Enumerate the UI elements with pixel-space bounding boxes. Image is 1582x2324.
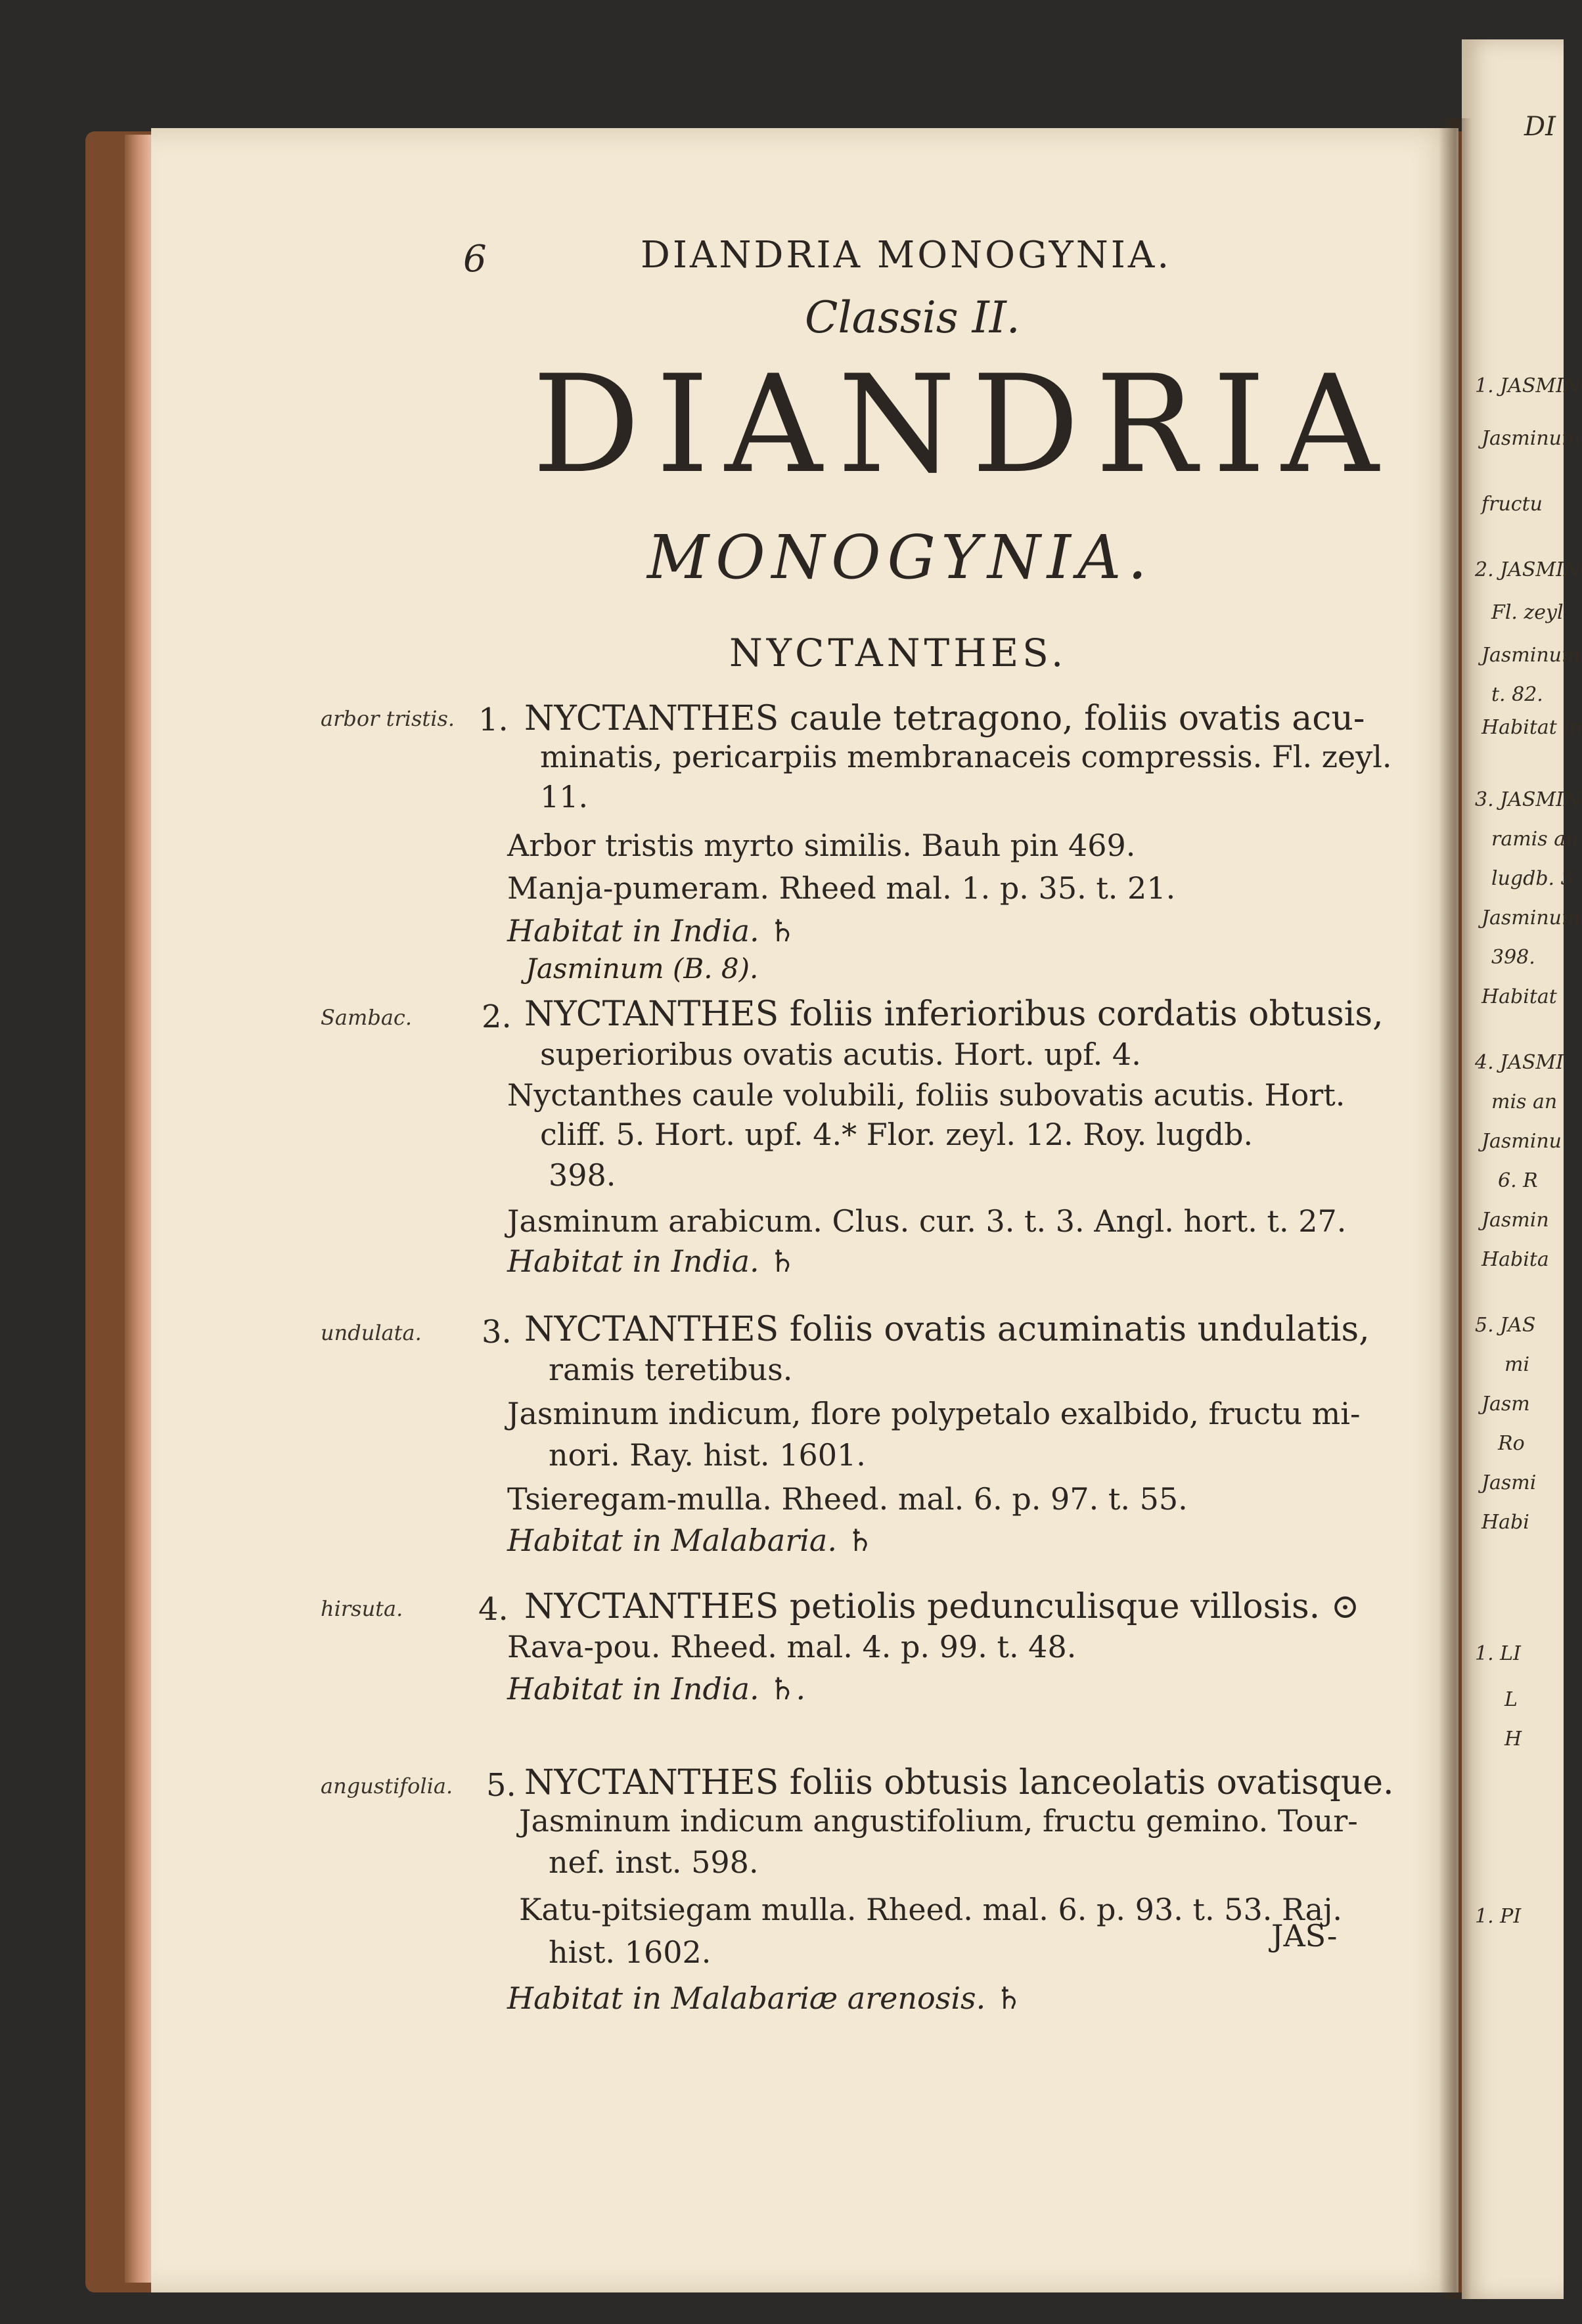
- species-line: NYCTANTHES caule tetragono, foliis ovatis acu-: [524, 699, 1365, 738]
- habitat-line: Habitat in India. ♄: [507, 1243, 796, 1279]
- species-line: Jasminum indicum angustifolium, fructu gemino. Tour-: [519, 1803, 1358, 1839]
- habitat-line: Habitat in Malabariæ arenosis. ♄: [507, 1980, 1023, 2016]
- species-line: cliff. 5. Hort. upf. 4.* Flor. zeyl. 12. Roy. lugdb.: [540, 1117, 1254, 1152]
- species-number: 1.: [478, 702, 508, 738]
- margin-note: Sambac.: [321, 1005, 412, 1030]
- facing-text: Jasminum: [1481, 427, 1581, 450]
- species-line: Rava-pou. Rheed. mal. 4. p. 99. t. 48.: [507, 1629, 1077, 1665]
- facing-text: mis an: [1491, 1090, 1558, 1113]
- genus-title: NYCTANTHES.: [729, 631, 1068, 675]
- habitat-line: Habitat in Malabaria. ♄: [507, 1523, 874, 1558]
- species-line: superioribus ovatis acutis. Hort. upf. 4.: [540, 1037, 1141, 1072]
- facing-text: 1. PI: [1475, 1905, 1522, 1928]
- classis-heading: Classis II.: [805, 292, 1020, 343]
- facing-text: lugdb. 3: [1491, 867, 1573, 890]
- species-line: NYCTANTHES foliis inferioribus cordatis obtusis,: [524, 994, 1384, 1034]
- margin-note: undulata.: [321, 1320, 422, 1345]
- species-line: Tsieregam-mulla. Rheed. mal. 6. p. 97. t. 55.: [507, 1481, 1188, 1517]
- handwritten-annotation: Jasminum (B. 8).: [526, 952, 759, 985]
- species-number: 5.: [486, 1767, 516, 1804]
- species-line: 11.: [540, 779, 589, 815]
- facing-text: 1. JASMIN: [1475, 374, 1581, 397]
- facing-text: Jasm: [1481, 1393, 1530, 1416]
- facing-text: t. 82.: [1491, 683, 1543, 706]
- facing-text: L: [1504, 1688, 1518, 1711]
- margin-note: angustifolia.: [321, 1774, 453, 1799]
- species-number: 2.: [482, 998, 512, 1035]
- margin-note: arbor tristis.: [321, 706, 455, 731]
- species-line: ramis teretibus.: [549, 1352, 793, 1387]
- facing-text: Jasminu: [1481, 1130, 1562, 1153]
- facing-text: Jasmin: [1481, 1209, 1549, 1232]
- habitat-line: Habitat in India. ♄.: [507, 1671, 806, 1707]
- habitat-line: Habitat in India. ♄: [507, 913, 796, 949]
- species-line: NYCTANTHES foliis ovatis acuminatis undulatis,: [524, 1310, 1370, 1349]
- facing-text: Jasmi: [1481, 1471, 1537, 1494]
- facing-text: H: [1504, 1728, 1522, 1751]
- facing-text: Habi: [1481, 1511, 1529, 1534]
- facing-text: 398.: [1491, 946, 1535, 969]
- catchword: JAS-: [1271, 1918, 1338, 1954]
- facing-text: 4. JASMI: [1475, 1051, 1564, 1074]
- species-line: Manja-pumeram. Rheed mal. 1. p. 35. t. 21.: [507, 870, 1176, 906]
- facing-text: Habitat: [1481, 985, 1557, 1008]
- species-line: nori. Ray. hist. 1601.: [549, 1437, 866, 1473]
- species-line: Jasminum arabicum. Clus. cur. 3. t. 3. Angl. hort. t. 27.: [507, 1203, 1347, 1239]
- facing-text: 6. R: [1498, 1169, 1538, 1192]
- running-head: DIANDRIA MONOGYNIA.: [641, 234, 1172, 277]
- species-line: minatis, pericarpiis membranaceis compressis. Fl. zeyl.: [540, 739, 1392, 774]
- species-line: Katu-pitsiegam mulla. Rheed. mal. 6. p. 93. t. 53. Raj.: [519, 1892, 1342, 1927]
- facing-text: Jasminum: [1481, 906, 1581, 929]
- facing-text: Habitat in: [1481, 716, 1582, 739]
- species-number: 4.: [478, 1591, 508, 1628]
- gutter-shadow: [1439, 118, 1472, 2299]
- facing-text: Habita: [1481, 1248, 1549, 1271]
- class-title: DIANDRIA: [532, 347, 1395, 503]
- species-line: Nyctanthes caule volubili, foliis subovatis acutis. Hort.: [507, 1077, 1345, 1113]
- right-page: [1462, 39, 1582, 2299]
- facing-text: fructu: [1481, 493, 1543, 516]
- species-line: Arbor tristis myrto similis. Bauh pin 469.: [507, 828, 1136, 863]
- facing-text: Jasminum: [1481, 644, 1581, 667]
- order-title: MONOGYNIA.: [647, 522, 1154, 592]
- facing-text: Ro: [1498, 1432, 1525, 1455]
- species-line: NYCTANTHES petiolis pedunculisque villosis. ⊙: [524, 1587, 1360, 1626]
- facing-text: ramis an: [1491, 828, 1579, 851]
- species-number: 3.: [482, 1314, 512, 1351]
- margin-note: hirsuta.: [321, 1596, 403, 1621]
- facing-text: 5. JAS: [1475, 1314, 1536, 1337]
- facing-text: 2. JASMIN: [1475, 558, 1581, 581]
- facing-text: 3. JASMIN: [1475, 788, 1581, 811]
- species-line: nef. inst. 598.: [549, 1844, 759, 1880]
- facing-text: DI: [1524, 112, 1556, 142]
- species-line: hist. 1602.: [549, 1934, 712, 1970]
- page-number: 6: [463, 238, 487, 280]
- species-line: 398.: [549, 1157, 616, 1193]
- facing-text: 1. LI: [1475, 1642, 1521, 1665]
- facing-text: Fl. zeyl.: [1491, 601, 1570, 624]
- species-line: Jasminum indicum, flore polypetalo exalbido, fructu mi-: [507, 1396, 1361, 1431]
- facing-text: mi: [1504, 1353, 1530, 1376]
- species-line: NYCTANTHES foliis obtusis lanceolatis ovatisque.: [524, 1763, 1394, 1802]
